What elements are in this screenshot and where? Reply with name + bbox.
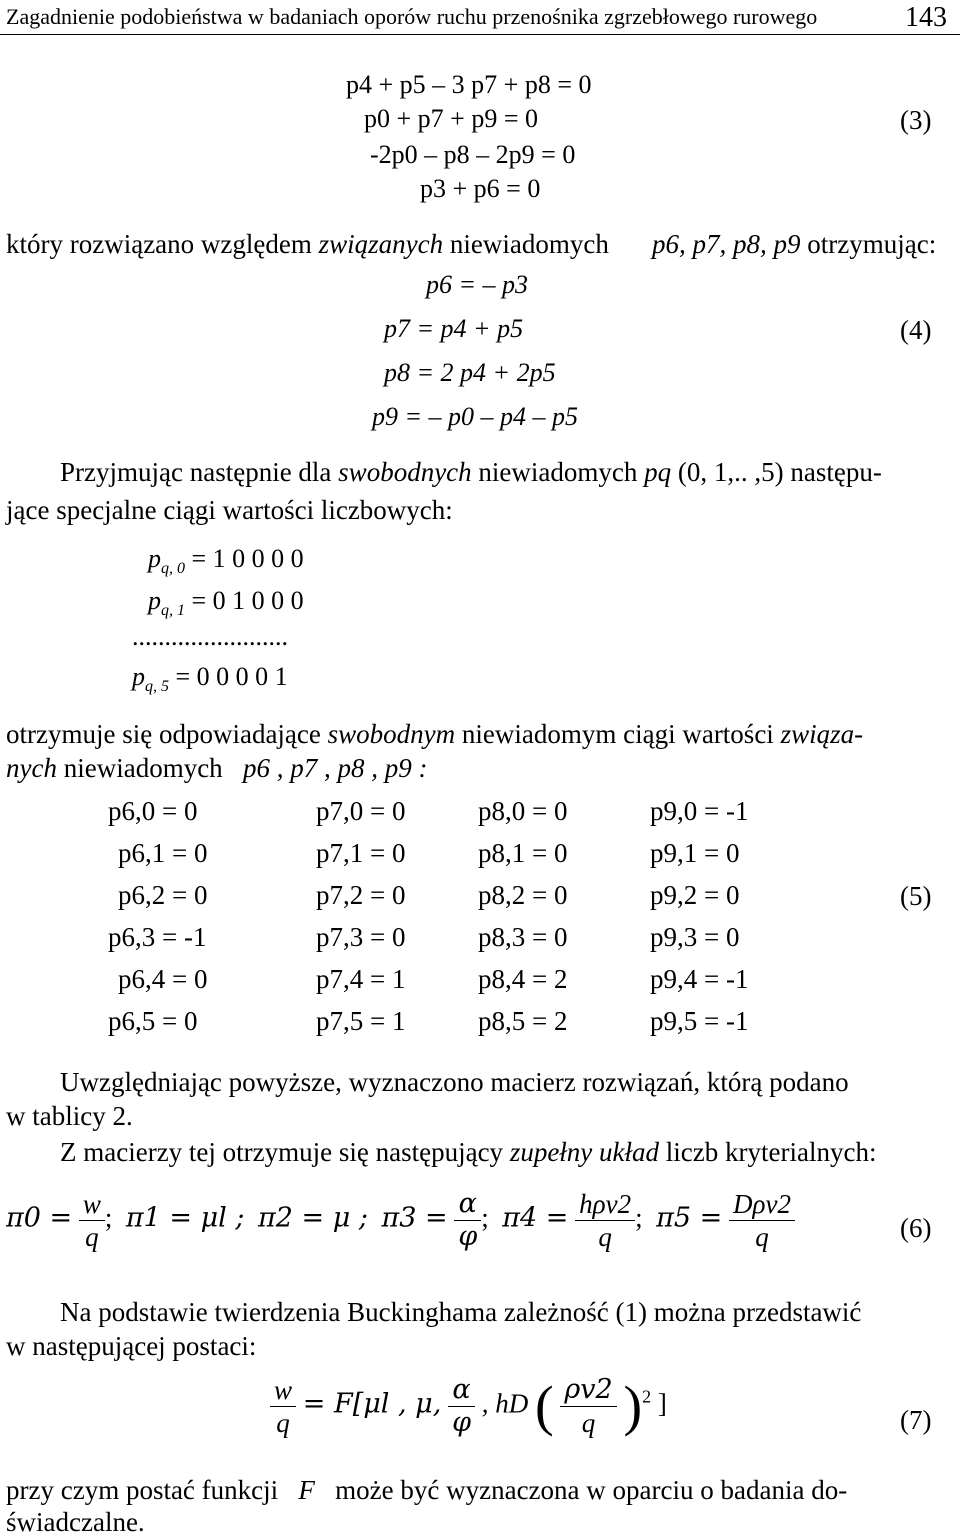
eq6-pi3-lhs: π3 = [381,1202,448,1234]
eq4-line-2: p7 = p4 + p5 [384,314,524,343]
running-header [6,4,817,30]
eq5-r2-c1: p7,2 = 0 [316,880,406,910]
eq6: π0 = $\frac{w}{q}$ ; π1 = μl ; π2 = μ ; π3 = $\frac{\alpha}{\varphi}$ ; π4 = $\frac{\text{hρv2}}{q}$ ; π5 = $\frac{\text{Dρv2}}{q}$ [6,1188,795,1253]
paragraph-3-line-2: nych niewiadomych p6 , p7 , p8 , p9 : [6,753,428,783]
eq3-line-3: -2p0 – p8 – 2p9 = 0 [370,140,576,169]
eq5-r5-c1: p7,5 = 1 [316,1006,406,1036]
eq5-r1-c2: p8,1 = 0 [478,838,568,868]
eq5-r4-c0: p6,4 = 0 [118,964,208,994]
eq7-left-paren: ( [534,1375,554,1438]
paragraph-1: który rozwiązano względem związanych niewiadomych [6,229,609,259]
eq5-r3-c0: p6,3 = -1 [108,922,207,952]
paragraph-7: przy czym postać funkcji F może być wyznaczona w oparciu o badania do- [6,1475,848,1505]
eq4-line-3: p8 = 2 p4 + 2p5 [384,358,556,387]
eq7-exponent: 2 [642,1386,652,1407]
eq6-number: (6) [900,1213,932,1243]
eq6-pi0-fraction: $\frac{w}{q}$ [79,1188,105,1253]
seq-dots: ........................ [132,622,288,651]
eq7-right-paren: ) [623,1375,643,1438]
eq6-pi4-lhs: π4 = [502,1202,569,1234]
eq3-line-4: p3 + p6 = 0 [420,174,541,203]
eq7-alpha-fraction: $\frac{\alpha}{\varphi}$ [448,1374,475,1439]
eq5-r4-c1: p7,4 = 1 [316,964,406,994]
paragraph-1-vars: p6, p7, p8, p9 otrzymując: [652,229,937,259]
paragraph-5: Z macierzy tej otrzymuje się następujący zupełny układ liczb kryterialnych: [60,1137,877,1167]
eq5-r5-c0: p6,5 = 0 [108,1006,198,1036]
eq6-pi1: π1 = μl ; [125,1202,245,1234]
paragraph-2-line-2: jące specjalne ciągi wartości liczbowych: [6,495,453,525]
eq5-r0-c0: p6,0 = 0 [108,796,198,826]
paragraph-6-line-2: w następującej postaci: [6,1331,257,1361]
eq5-number: (5) [900,881,932,911]
eq3-line-2: p0 + p7 + p9 = 0 [364,104,538,133]
eq5-r3-c2: p8,3 = 0 [478,922,568,952]
eq5-r3-c1: p7,3 = 0 [316,922,406,952]
eq6-pi5-lhs: π5 = [656,1202,723,1234]
eq6-pi5-fraction: $\frac{\text{Dρv2}}{q}$ [729,1188,795,1253]
eq6-pi2: π2 = μ ; [258,1202,368,1234]
eq7-hd: , hD [481,1388,529,1419]
eq5-r0-c1: p7,0 = 0 [316,796,406,826]
seq-row-1: $p_{q, 0} = 1$ 0 0 0 0 [148,544,304,578]
eq5-r0-c2: p8,0 = 0 [478,796,568,826]
header-rule [0,34,960,35]
header-title: Zagadnienie podobieństwa w badaniach oporów ruchu przenośnika zgrzebłowego rurowego [6,4,818,29]
eq3-number: (3) [900,105,932,135]
eq7-lhs-fraction: $\frac{w}{q}$ [270,1374,296,1439]
page-number: 143 [905,2,947,33]
eq7 [270,1374,667,1439]
eq5-r3-c3: p9,3 = 0 [650,922,740,952]
paragraph-3: otrzymuje się odpowiadające swobodnym niewiadomym ciągi wartości związa- [6,719,864,749]
eq7-number: (7) [900,1405,932,1435]
eq5-r2-c0: p6,2 = 0 [118,880,208,910]
eq6-pi4-fraction: $\frac{\text{hρv2}}{q}$ [575,1188,635,1253]
eq7-close: ] [657,1388,667,1419]
seq-row-3: $p_{q, 5} = 0$ 0 0 0 1 [132,662,288,696]
eq5-r2-c3: p9,2 = 0 [650,880,740,910]
paragraph-4-line-2: w tablicy 2. [6,1101,133,1131]
eq7-inner-fraction: $\frac{\rho v2}{q}$ [560,1374,616,1439]
eq3-line-1: p4 + p5 – 3 p7 + p8 = 0 [346,70,592,99]
eq5-r1-c3: p9,1 = 0 [650,838,740,868]
eq4-line-4: p9 = – p0 – p4 – p5 [372,402,579,431]
eq6-pi0-lhs: π0 = [6,1202,73,1234]
seq-row-2: $p_{q, 1} = 0$ 1 0 0 0 [148,586,304,620]
eq4-line-1: p6 = – p3 [426,270,529,299]
eq5-r4-c2: p8,4 = 2 [478,964,568,994]
eq6-pi3-fraction: $\frac{\alpha}{\varphi}$ [454,1188,481,1253]
eq5-r5-c2: p8,5 = 2 [478,1006,568,1036]
eq7-mid: = F[μl , μ, [302,1388,442,1420]
eq5-r5-c3: p9,5 = -1 [650,1006,749,1036]
eq5-r1-c0: p6,1 = 0 [118,838,208,868]
eq5-r2-c2: p8,2 = 0 [478,880,568,910]
paragraph-4: Uwzględniając powyższe, wyznaczono macierz rozwiązań, którą podano [60,1067,849,1097]
paragraph-2: Przyjmując następnie dla swobodnych niewiadomych pq (0, 1,.. ,5) następu- [60,457,882,487]
eq4-number: (4) [900,315,932,345]
paragraph-6: Na podstawie twierdzenia Buckinghama zależność (1) można przedstawić [60,1297,862,1327]
eq5-r1-c1: p7,1 = 0 [316,838,406,868]
eq5-r0-c3: p9,0 = -1 [650,796,749,826]
paragraph-7-line-2: świadczalne. [6,1507,145,1537]
eq5-r4-c3: p9,4 = -1 [650,964,749,994]
